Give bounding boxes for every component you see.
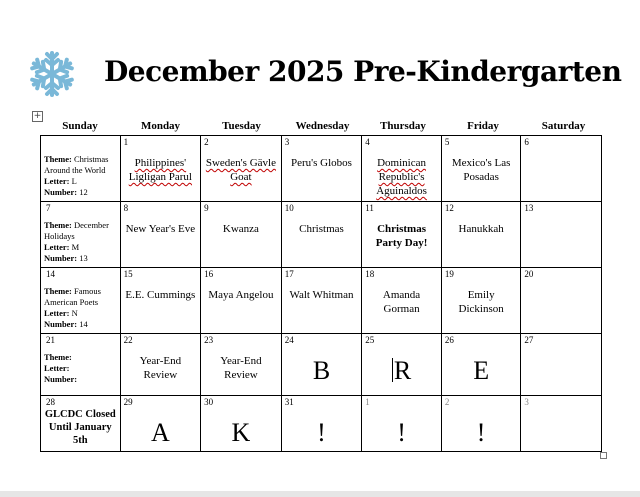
calendar-week-row xyxy=(41,334,602,396)
event-label: Hanukkah xyxy=(458,223,504,235)
day-number: 26 xyxy=(444,335,454,345)
number-line xyxy=(44,253,117,264)
theme-label: Theme: xyxy=(44,286,72,296)
letter-text: ! xyxy=(317,418,326,447)
letter-line xyxy=(44,176,117,187)
event-text xyxy=(285,288,359,302)
letter-value: M xyxy=(71,242,80,252)
calendar-cell[interactable] xyxy=(282,268,363,334)
letter-text: ! xyxy=(397,418,406,447)
event-text xyxy=(204,354,278,382)
letter-of-day xyxy=(282,418,362,448)
event-label: Mexico's Las Posadas xyxy=(451,157,511,183)
calendar-cell[interactable] xyxy=(282,202,363,268)
event-text xyxy=(124,222,198,236)
day-number: 28 xyxy=(46,397,55,407)
event-label: Christmas Party Day! xyxy=(375,223,428,249)
number-label: Number: xyxy=(44,253,78,263)
event-text xyxy=(445,156,518,184)
event-label: Philippines' Ligligan Parul xyxy=(128,157,192,183)
week-info xyxy=(44,220,117,264)
calendar-cell[interactable] xyxy=(121,202,202,268)
calendar-cell[interactable] xyxy=(282,334,363,396)
theme-value: Christmas Around the World xyxy=(44,154,109,175)
closed-notice: GLCDC Closed Until January 5th xyxy=(44,409,116,446)
letter-text: K xyxy=(231,418,251,447)
event-text xyxy=(445,222,518,236)
calendar-week-row xyxy=(41,268,602,334)
event-text xyxy=(365,288,438,316)
day-number: 19 xyxy=(444,269,454,279)
dow-friday: Friday xyxy=(467,120,499,132)
calendar-cell-sunday[interactable] xyxy=(41,268,121,334)
letter-of-day xyxy=(282,356,362,386)
week-info xyxy=(44,352,117,385)
day-number: 15 xyxy=(123,269,133,279)
day-number: 21 xyxy=(46,335,55,345)
letter-of-day xyxy=(201,418,281,448)
letter-text: R xyxy=(393,356,412,385)
day-number: 30 xyxy=(204,397,214,407)
calendar-grid xyxy=(40,135,602,452)
calendar-week-row xyxy=(41,202,602,268)
calendar-cell[interactable] xyxy=(201,396,282,452)
calendar-cell-sunday[interactable] xyxy=(41,334,121,396)
day-number: 10 xyxy=(284,203,294,213)
letter-label: Letter: xyxy=(44,242,70,252)
letter-of-day xyxy=(362,418,441,448)
calendar-cell[interactable] xyxy=(121,334,202,396)
theme-line xyxy=(44,352,117,363)
event-label: Year-End Review xyxy=(220,355,262,381)
week-info xyxy=(44,286,117,330)
calendar-cell[interactable] xyxy=(121,136,202,202)
day-number: 24 xyxy=(284,335,294,345)
event-label: Sweden's Gävle Goat xyxy=(205,157,276,183)
day-number: 6 xyxy=(524,137,529,147)
day-number: 5 xyxy=(444,137,450,147)
event-label: Emily Dickinson xyxy=(458,289,504,315)
number-value: 14 xyxy=(79,319,88,329)
day-number: 13 xyxy=(524,203,534,213)
day-number: 1 xyxy=(123,137,129,147)
event-label: Peru's Globos xyxy=(291,157,352,169)
number-value: 12 xyxy=(79,187,88,197)
calendar-cell[interactable] xyxy=(282,136,363,202)
calendar-cell-sunday[interactable] xyxy=(41,396,121,452)
calendar-cell[interactable] xyxy=(442,268,522,334)
letter-label: Letter: xyxy=(44,176,70,186)
header xyxy=(26,48,622,100)
event-text xyxy=(365,156,438,198)
calendar-cell[interactable] xyxy=(521,136,602,202)
event-text xyxy=(445,288,518,316)
event-label: Dominican Republic's Aguinaldos xyxy=(376,157,427,197)
letter-label: Letter: xyxy=(44,363,70,373)
event-text xyxy=(204,288,278,302)
letter-line xyxy=(44,363,117,374)
day-number: 29 xyxy=(123,397,133,407)
letter-text: A xyxy=(150,418,170,447)
event-text xyxy=(124,354,198,382)
day-number: 3 xyxy=(524,397,529,407)
day-number: 1 xyxy=(365,397,370,407)
day-number: 2 xyxy=(444,397,450,407)
calendar-table xyxy=(40,117,602,452)
theme-value: Famous American Poets xyxy=(44,286,101,307)
day-number: 31 xyxy=(284,397,294,407)
letter-of-day xyxy=(362,356,441,386)
event-text xyxy=(285,156,359,170)
event-label: Walt Whitman xyxy=(289,289,354,301)
calendar-cell[interactable] xyxy=(362,136,442,202)
number-value: 13 xyxy=(79,253,88,263)
event-label: Maya Angelou xyxy=(208,289,274,301)
letter-text: B xyxy=(312,356,331,385)
number-label: Number: xyxy=(44,374,78,384)
letter-of-day xyxy=(121,418,201,448)
day-number: 11 xyxy=(365,203,374,213)
calendar-cell-sunday[interactable] xyxy=(41,136,121,202)
calendar-cell[interactable] xyxy=(521,396,602,452)
theme-line xyxy=(44,286,117,308)
snowflake-icon xyxy=(26,50,78,98)
event-label: Kwanza xyxy=(222,223,259,235)
dow-tuesday: Tuesday xyxy=(222,120,261,132)
day-number: 14 xyxy=(46,269,55,279)
calendar-cell[interactable] xyxy=(201,202,282,268)
letter-of-day xyxy=(442,356,521,386)
calendar-cell[interactable] xyxy=(121,268,202,334)
event-text xyxy=(124,288,198,302)
calendar-cell[interactable] xyxy=(521,334,602,396)
day-of-week-header xyxy=(40,117,602,135)
theme-line xyxy=(44,154,117,176)
day-number: 9 xyxy=(204,203,209,213)
letter-value: L xyxy=(71,176,77,186)
letter-of-day xyxy=(442,418,521,448)
move-handle-icon[interactable]: + xyxy=(33,111,42,121)
letter-value: N xyxy=(71,308,78,318)
number-label: Number: xyxy=(44,187,78,197)
calendar-cell[interactable] xyxy=(362,202,442,268)
day-number: 8 xyxy=(123,203,129,213)
day-number xyxy=(44,137,117,148)
event-label: New Year's Eve xyxy=(125,223,196,235)
event-label: Christmas xyxy=(299,223,344,235)
calendar-cell[interactable] xyxy=(362,396,442,452)
text-cursor xyxy=(392,358,393,382)
calendar-cell[interactable] xyxy=(521,202,602,268)
number-line xyxy=(44,319,117,330)
letter-text: ! xyxy=(476,418,486,447)
calendar-cell[interactable] xyxy=(442,334,522,396)
dow-wednesday: Wednesday xyxy=(295,120,350,132)
event-text xyxy=(124,156,198,184)
event-label: E.E. Cummings xyxy=(125,289,196,301)
day-number: 16 xyxy=(204,269,214,279)
page-edge xyxy=(0,491,640,497)
event-text xyxy=(285,222,359,236)
day-number: 2 xyxy=(204,137,209,147)
calendar-cell[interactable] xyxy=(282,396,363,452)
calendar-cell[interactable] xyxy=(442,202,522,268)
number-line xyxy=(44,187,117,198)
calendar-week-row xyxy=(41,136,602,202)
page-title: December 2025 Pre-Kindergarten xyxy=(104,55,622,88)
theme-label: Theme: xyxy=(44,154,72,164)
dow-sunday: Sunday xyxy=(62,120,98,132)
calendar-cell[interactable] xyxy=(362,268,442,334)
theme-line xyxy=(44,220,117,242)
event-text xyxy=(204,156,278,184)
dow-thursday: Thursday xyxy=(380,120,426,132)
dow-monday: Monday xyxy=(140,120,181,132)
calendar-cell[interactable] xyxy=(362,334,442,396)
theme-label: Theme: xyxy=(44,220,72,230)
number-line xyxy=(44,374,117,385)
table-resize-handle[interactable] xyxy=(600,452,607,459)
event-label: Year-End Review xyxy=(139,355,182,381)
day-number: 23 xyxy=(204,335,214,345)
theme-label: Theme: xyxy=(44,352,72,362)
calendar-cell[interactable] xyxy=(201,268,282,334)
event-text xyxy=(365,222,438,250)
letter-label: Letter: xyxy=(44,308,70,318)
calendar-cell[interactable] xyxy=(442,136,522,202)
calendar-week-row xyxy=(41,396,602,452)
calendar-cell[interactable] xyxy=(521,268,602,334)
day-number: 3 xyxy=(284,137,290,147)
number-label: Number: xyxy=(44,319,78,329)
calendar-cell[interactable] xyxy=(121,396,202,452)
letter-line xyxy=(44,242,117,253)
event-label: Amanda Gorman xyxy=(382,289,421,315)
day-number: 20 xyxy=(524,269,534,279)
day-number: 25 xyxy=(365,335,375,345)
dow-saturday: Saturday xyxy=(541,120,586,132)
calendar-cell[interactable] xyxy=(201,334,282,396)
day-number: 27 xyxy=(524,335,534,345)
calendar-cell[interactable] xyxy=(442,396,522,452)
letter-text: E xyxy=(473,356,490,385)
day-number: 22 xyxy=(123,335,133,345)
day-number: 17 xyxy=(284,269,294,279)
calendar-cell-sunday[interactable] xyxy=(41,202,121,268)
theme-value: December Holidays xyxy=(44,220,109,241)
day-number: 7 xyxy=(46,203,51,213)
day-number: 4 xyxy=(365,137,370,147)
week-info xyxy=(44,154,117,198)
day-number: 12 xyxy=(444,203,454,213)
event-text xyxy=(204,222,278,236)
day-number: 18 xyxy=(365,269,375,279)
letter-line xyxy=(44,308,117,319)
calendar-cell[interactable] xyxy=(201,136,282,202)
